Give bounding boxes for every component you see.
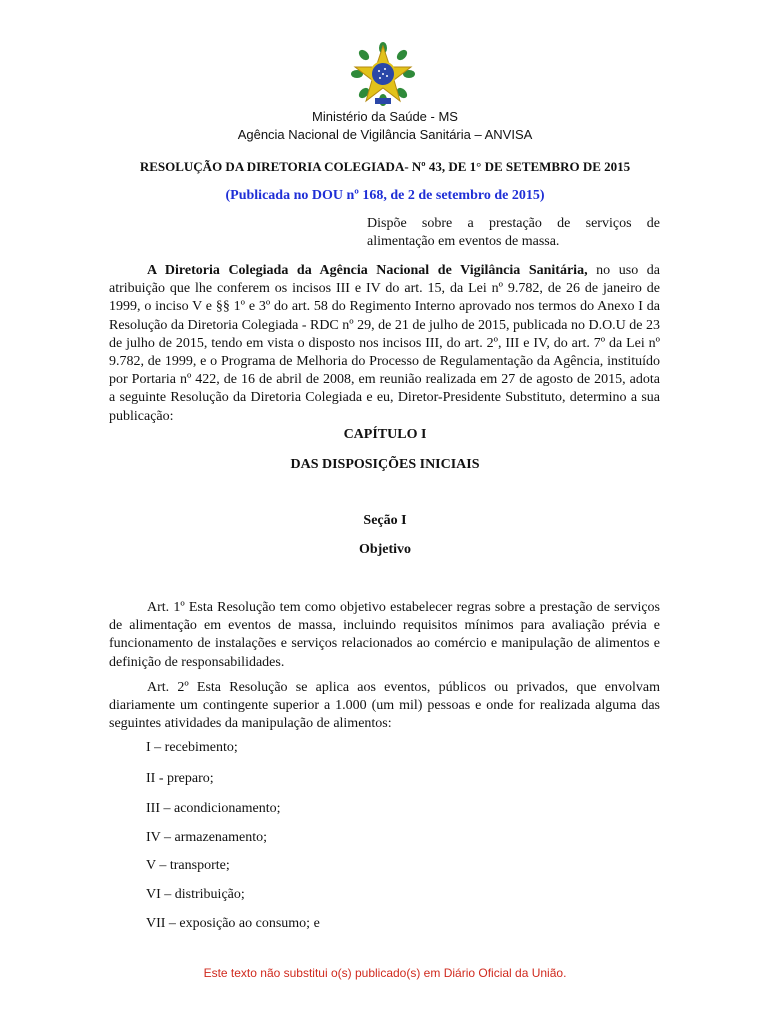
article-2: Art. 2º Esta Resolução se aplica aos eventos, públicos ou privados, que envolvam diariamente um contingente superior a 1.000 (um mil) pessoas e onde for realizada alguma das seguintes atividades da manipulação de alimentos: <box>109 680 660 732</box>
section-label: Seção I <box>363 513 407 528</box>
publication-note: (Publicada no DOU nº 168, de 2 de setembro de 2015) <box>225 188 545 203</box>
preamble-lead: A Diretoria Colegiada da Agência Nacional de Vigilância Sanitária, <box>147 263 588 278</box>
preamble-paragraph <box>109 262 660 426</box>
inciso-item: II - preparo; <box>146 771 214 786</box>
ministry-name: Ministério da Saúde - MS <box>312 109 458 124</box>
footer-disclaimer: Este texto não substitui o(s) publicado(s) em Diário Oficial da União. <box>203 966 567 980</box>
chapter-label: CAPÍTULO I <box>343 427 427 442</box>
agency-name: Agência Nacional de Vigilância Sanitária – ANVISA <box>237 127 533 142</box>
article-1: Art. 1º Esta Resolução tem como objetivo estabelecer regras sobre a prestação de serviços de alimentação em eventos de massa, incluindo requisitos mínimos para avaliação prévia e funcionamento de instalações e serviços relacionados ao comércio e manipulação de alimentos e definição de responsabilidades. <box>109 600 660 670</box>
resolution-title: RESOLUÇÃO DA DIRETORIA COLEGIADA- Nº 43, DE 1° DE SETEMBRO DE 2015 <box>139 159 631 174</box>
brazil-coat-of-arms-icon <box>349 40 417 108</box>
preamble-text: no uso da atribuição que lhe conferem os incisos III e IV do art. 15, da Lei nº 9.782, de 26 de janeiro de 1999, o inciso V e §§ 1º e 3º do art. 58 do Regimento Interno aprovado nos termos do Anexo I da Resolução da Diretoria Colegiada - RDC nº 29, de 21 de julho de 2015, publicada no D.O.U de 23 de julho de 2015, tendo em vista o disposto nos incisos III, do art. 2º, III e IV, do art. 7º da Lei nº 9.782, de 1999, e o Programa de Melhoria do Processo de Regulamentação da Agência, instituído por Portaria nº 422, de 16 de abril de 2008, em reunião realizada em 27 de agosto de 2015, adota a seguinte Resolução da Diretoria Colegiada e eu, Diretor-Presidente Substituto, determino a sua publicação: <box>109 263 660 424</box>
ementa: Dispõe sobre a prestação de serviços de alimentação em eventos de massa. <box>367 216 660 249</box>
inciso-item: V – transporte; <box>146 858 230 873</box>
inciso-item: III – acondicionamento; <box>146 801 281 816</box>
section-title: Objetivo <box>358 542 412 557</box>
inciso-item: I – recebimento; <box>146 740 238 755</box>
inciso-item: IV – armazenamento; <box>146 830 268 845</box>
inciso-item: VI – distribuição; <box>146 887 245 902</box>
chapter-title: DAS DISPOSIÇÕES INICIAIS <box>290 457 480 472</box>
inciso-item: VII – exposição ao consumo; e <box>146 916 320 931</box>
